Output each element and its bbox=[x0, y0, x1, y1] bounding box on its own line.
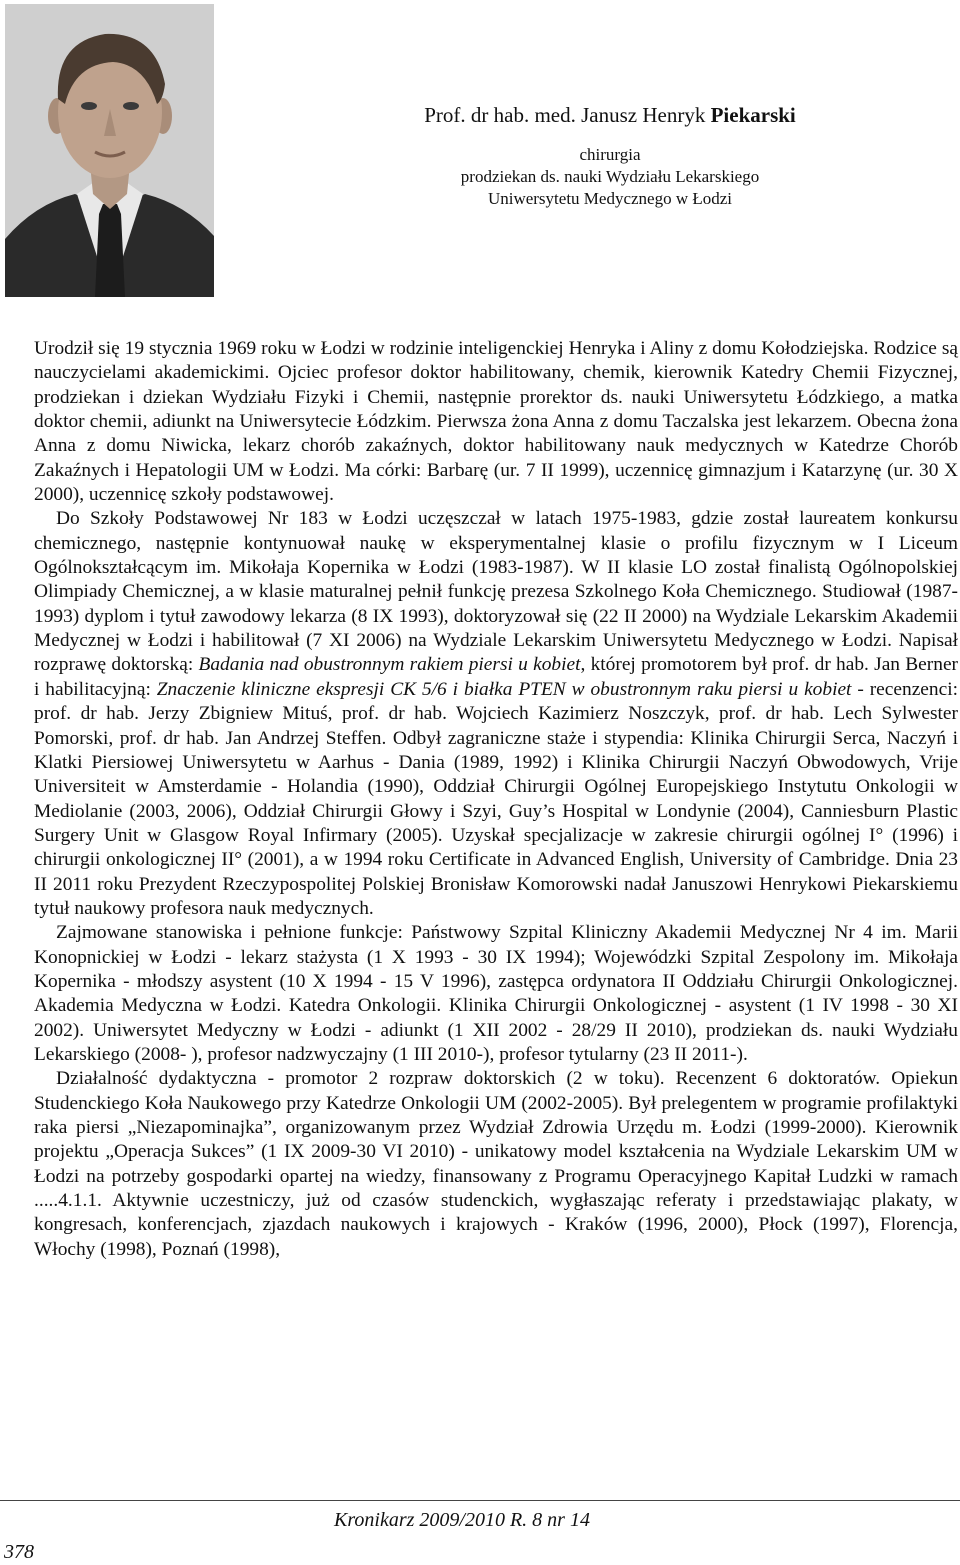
author-surname: Piekarski bbox=[710, 103, 796, 127]
education-text-c: - recenzenci: prof. dr hab. Jerzy Zbigniew Mituś, prof. dr hab. Wojciech Kazimierz Noszczyk, prof. dr hab. Lech Sylwester Pomorski, prof. dr hab. Jan Andrzej Steffen. Odbył zagraniczne staże i stypendia: Klinika Chirurgii Serca, Naczyń i Klatki Piersiowej Uniwersytetu w Aarhus - Dania (1989, 1992) i Klinika Chirurgii Naczyń Obwodowych, Vrije Universiteit w Amsterdamie - Holandia (1990), Oddział Chirurgii Ogólnej Europejskiego Instytutu Onkologii w Mediolanie (2003, 2006), Oddział Chirurgii Głowy i Szyi, Guy’s Hospital w Londynie (2004), Canniesburn Plastic Surgery Unit w Glasgow Royal Infirmary (2005). Uzyskał specjalizacje w zakresie chirurgii ogólnej I° (1996) i chirurgii onkologicznej II° (2001), a w 1994 roku Certificate in Advanced English, University of Cambridge. Dnia 23 II 2011 roku Prezydent Rzeczypospolitej Polskiej Bronisław Komorowski nadał Januszowi Henrykowi Piekarskiemu tytuł naukowy profesora nauk medycznych. bbox=[34, 678, 958, 919]
footer-divider bbox=[0, 1500, 960, 1501]
paragraph-positions: Zajmowane stanowiska i pełnione funkcje: Państwowy Szpital Kliniczny Akademii Medycznej Nr 4 im. Marii Konopnickiej w Łodzi - lekarz stażysta (1 X 1993 - 30 IX 1994); Wojewódzki Szpital Zespolony im. Mikołaja Kopernika - młodszy asystent (10 X 1994 - 15 V 1996), zastępca ordynatora II Oddziału Chirurgii Onkologicznej. Akademia Medyczna w Łodzi. Katedra Onkologii. Klinika Chirurgii Onkologicznej - asystent (1 IV 1998 - 30 XI 2002). Uniwersytet Medyczny w Łodzi - adiunkt (1 XII 2002 - 28/29 II 2010), prodziekan ds. nauki Wydziału Lekarskiego (2008- ), profesor nadzwyczajny (1 III 2010-), profesor tytularny (23 II 2011-). bbox=[34, 922, 958, 1065]
biography-text bbox=[34, 337, 958, 1262]
education-text-b: , której promotorem był prof. dr hab. Jan Berner i habilitacyjną: bbox=[34, 654, 959, 700]
position: prodziekan ds. nauki Wydziału Lekarskiego bbox=[460, 167, 760, 186]
paragraph-family: Urodził się 19 stycznia 1969 roku w Łodzi w rodzinie inteligenckiej Henryka i Aliny z domu Kołodziejska. Rodzice są nauczycielami akademickimi. Ojciec profesor doktor habilitowany, chemik, kierownik Katedry Chemii Fizycznej, prodziekan i dziekan Wydziału Fizyki i Chemii, następnie prorektor ds. nauki Uniwersytetu Łódzkiego, a matka doktor chemii, adiunkt na Uniwersytecie Łódzkim. Pierwsza żona Anna z domu Taczalska jest lekarzem. Obecna żona Anna z domu Niwicka, lekarz chorób zakaźnych, doktor habilitowany nauk medycznych w Katedrze Chorób Zakaźnych i Hepatologii UM w Łodzi. Ma córki: Barbarę (ur. 7 II 1999), uczennicę gimnazjum i Katarzynę (ur. 30 X 2000), uczennicę szkoły podstawowej. bbox=[34, 338, 958, 506]
author-header bbox=[300, 100, 920, 210]
page-number: 378 bbox=[4, 1541, 34, 1563]
doctoral-thesis-title: Badania nad obustronnym rakiem piersi u kobiet bbox=[198, 654, 581, 676]
portrait-photo bbox=[5, 4, 214, 297]
habilitation-thesis-title: Znaczenie kliniczne ekspresji CK 5/6 i białka PTEN w obustronnym raku piersi u kobiet bbox=[156, 678, 852, 700]
specialty: chirurgia bbox=[579, 145, 641, 164]
author-name-prefix: Prof. dr hab. med. Janusz Henryk bbox=[424, 103, 706, 127]
paragraph-teaching: Działalność dydaktyczna - promotor 2 rozpraw doktorskich (2 w toku). Recenzent 6 doktoratów. Opiekun Studenckiego Koła Naukowego przy Katedrze Onkologii UM (2002-2005). Był prelegentem w programie profilaktyki raka piersi „Niezapominajka”, organizowanym przez Wydział Zdrowia Urzędu m. Łodzi (1999-2000). Kierownik projektu „Operacja Sukces” (1 IX 2009-30 VI 2010) - unikatowy model kształcenia na Wydziale Lekarskim UM w Łodzi na potrzeby gospodarki opartej na wiedzy, finansowany z Programu Operacyjnego Kapitał Ludzki w ramach .....4.1.1. Aktywnie uczestniczy, już od czasów studenckich, wygłaszając referaty i przedstawiając plakaty, w kongresach, konferencjach, zjazdach naukowych i krajowych - Kraków (1996, 2000), Płock (1997), Florencja, Włochy (1998), Poznań (1998), bbox=[34, 1068, 958, 1260]
education-text-a: Do Szkoły Podstawowej Nr 183 w Łodzi uczęszczał w latach 1975-1983, gdzie został laureatem konkursu chemicznego, następnie kontynuował naukę w eksperymentalnej klasie o profilu fizycznym w I Liceum Ogólnokształcącym im. Mikołaja Kopernika w Łodzi (1983-1987). W II klasie LO został finalistą Ogólnopolskiej Olimpiady Chemicznej, a w klasie maturalnej pełnił funkcję prezesa Szkolnego Koła Chemicznego. Studiował (1987-1993) dyplom i tytuł zawodowy lekarza (8 IX 1993), doktoryzował się (22 II 2000) na Wydziale Lekarskim Akademii Medycznej w Łodzi i habilitował (7 XI 2006) na Wydziale Lekarskim Uniwersytetu Medycznego w Łodzi. Napisał rozprawę doktorską: bbox=[34, 508, 958, 676]
institution: Uniwersytetu Medycznego w Łodzi bbox=[487, 189, 733, 208]
paragraph-education bbox=[34, 507, 958, 921]
journal-footer: Kronikarz 2009/2010 R. 8 nr 14 bbox=[334, 1509, 590, 1531]
author-name bbox=[300, 100, 920, 130]
